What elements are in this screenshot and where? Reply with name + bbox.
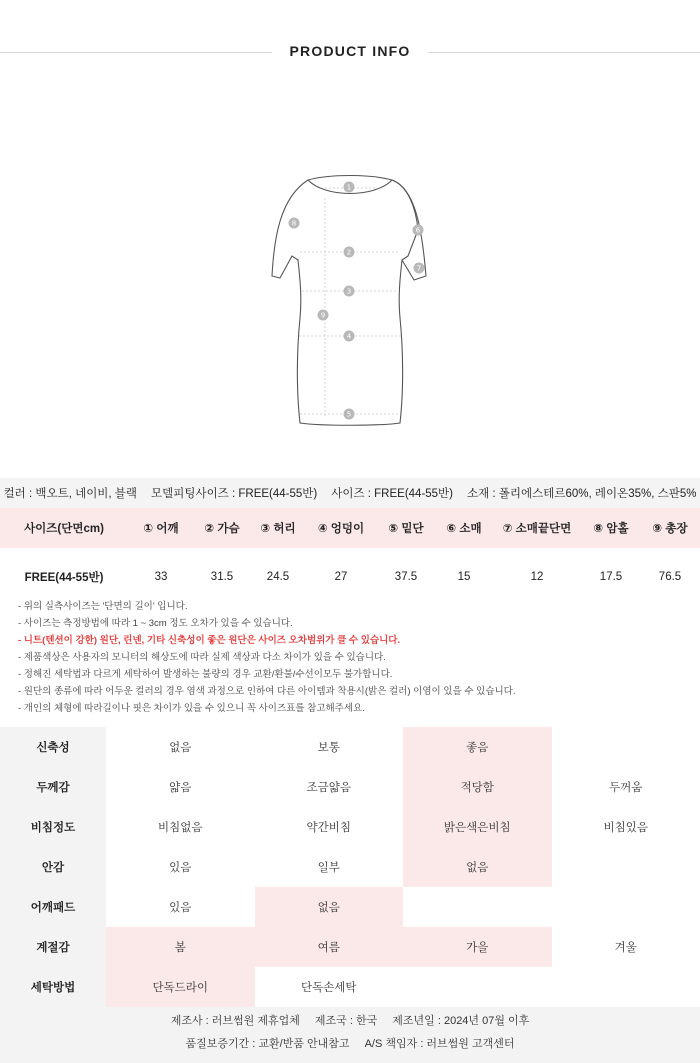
product-info-row [0,478,700,508]
attr-cell: 약간비침 [306,822,351,834]
attr-row-season [0,927,700,967]
section-title: PRODUCT INFO [289,43,411,59]
attr-row-shoulder-pad [0,887,700,927]
size-header-cell: ① 어깨 [128,508,194,548]
note-item: - 원단의 종류에 따라 어두운 컬러의 경우 염색 과정으로 인하여 다른 아이템과 착용시(밝은 컬러) 이염이 있을 수 있습니다. [18,686,516,697]
marker-label-5: 5 [346,410,352,419]
size-header-cell: ② 가슴 [194,508,250,548]
footer-line-2 [0,1030,700,1053]
attr-label: 계절감 [0,927,106,967]
attr-row-thickness [0,767,700,807]
manufacturer-footer [0,1007,700,1063]
size-header-cell: ⑤ 밑단 [376,508,436,548]
marker-label-4: 4 [346,332,352,341]
note-item: - 위의 실측사이즈는 '단면의 길이' 입니다. [18,601,188,612]
attr-cell [552,847,700,887]
attr-cell: 비침있음 [603,822,648,834]
title-divider-left [0,52,272,53]
marker-label-6: 6 [415,226,421,235]
note-item-warning: - 니트(텐션이 강한) 원단, 린넨, 기타 신축성이 좋은 원단은 사이즈 오차범위가 클 수 있습니다. [18,635,401,646]
attr-cell: 있음 [169,902,192,914]
size-cell: 15 [457,571,471,583]
note-item: - 정해진 세탁법과 다르게 세탁하여 발생하는 불량의 경우 교환/환불/수선이모두 불가합니다. [18,669,393,680]
attr-cell: 겨울 [614,942,637,954]
attr-cell [552,967,700,1007]
marker-label-2: 2 [346,248,352,257]
title-divider-right [428,52,700,53]
note-item: - 개인의 체형에 따라길이나 핏은 차이가 있을 수 있으니 꼭 사이즈표를 참고해주세요. [18,703,365,714]
size-header-cell: ⑦ 소매끝단면 [492,508,582,548]
attr-row-lining [0,847,700,887]
info-color: 컬러 : 백오트, 네이비, 블랙 [3,488,138,500]
size-cell: 24.5 [266,571,290,583]
marker-label-8: 8 [291,219,297,228]
attr-cell: 있음 [169,862,192,874]
marker-label-9: 9 [320,311,326,320]
size-header-cell: ⑨ 총장 [640,508,700,548]
size-header-cell: ⑥ 소매 [436,508,492,548]
attr-row-stretch [0,727,700,767]
size-header-cell: ④ 엉덩이 [306,508,376,548]
size-cell: 33 [154,571,168,583]
attr-cell [552,727,700,767]
attr-cell: 단독손세탁 [300,982,357,994]
attr-cell-selected: 밝은색은비침 [403,807,552,847]
attr-cell: 없음 [169,742,192,754]
attr-cell: 조금얇음 [306,782,351,794]
info-size: 사이즈 : FREE(44-55반) [331,488,453,500]
attr-label: 두께감 [0,767,106,807]
size-header-cell: ⑧ 암홀 [582,508,640,548]
footer-date: 제조년일 : 2024년 07월 이후 [392,1015,530,1027]
footer-maker: 제조사 : 러브썸원 제휴업체 [170,1015,300,1027]
size-cell: 12 [530,571,544,583]
size-header-cell: ③ 허리 [250,508,306,548]
attr-cell-selected: 여름 [255,927,404,967]
attr-label: 비침정도 [0,807,106,847]
attr-cell: 일부 [317,862,340,874]
attribute-table [0,727,700,1007]
attr-label: 어깨패드 [0,887,106,927]
attr-cell-selected: 없음 [255,887,404,927]
attr-cell-selected: 적당함 [403,767,552,807]
attr-cell-selected: 단독드라이 [106,967,255,1007]
marker-label-1: 1 [346,183,352,192]
info-model-size: 모델피팅사이즈 : FREE(44-55반) [151,488,318,500]
size-cell: FREE(44-55반) [24,572,104,584]
size-cell: 31.5 [210,571,234,583]
attr-row-washing [0,967,700,1007]
note-item: - 사이즈는 측정방법에 따라 1 ~ 3cm 정도 오차가 있을 수 있습니다. [18,618,293,629]
attr-cell [403,967,552,1007]
attr-cell: 비침없음 [158,822,203,834]
attr-cell: 보통 [317,742,340,754]
footer-country: 제조국 : 한국 [314,1015,378,1027]
size-cell: 27 [334,571,348,583]
size-cell: 76.5 [658,571,682,583]
footer-as: A/S 책임자 : 러브썸원 고객센터 [364,1038,515,1050]
section-title-row [0,40,700,66]
size-cell: 37.5 [394,571,418,583]
size-notes [18,598,688,717]
attr-label: 신축성 [0,727,106,767]
attr-cell [552,887,700,927]
attr-cell [403,887,552,927]
attr-label: 세탁방법 [0,967,106,1007]
attr-cell: 얇음 [169,782,192,794]
footer-line-1 [0,1007,700,1030]
attr-cell-selected: 없음 [403,847,552,887]
note-item: - 제품색상은 사용자의 모니터의 해상도에 따라 실제 색상과 다소 차이가 있을 수 있습니다. [18,652,386,663]
attr-cell: 두꺼움 [609,782,643,794]
size-header-cell: 사이즈(단면cm) [0,508,128,548]
dress-outline [250,168,450,433]
size-table [0,508,700,606]
attr-cell-selected: 가을 [403,927,552,967]
dress-diagram [250,168,450,433]
footer-warranty: 품질보증기간 : 교환/반품 안내참고 [185,1038,350,1050]
size-cell: 17.5 [599,571,623,583]
attr-cell-selected: 봄 [106,927,255,967]
info-material: 소재 : 폴리에스테르60%, 레이온35%, 스판5% [467,488,697,500]
attr-cell-selected: 좋음 [403,727,552,767]
attr-label: 안감 [0,847,106,887]
marker-label-7: 7 [416,264,422,273]
attr-row-transparency [0,807,700,847]
size-table-header [0,508,700,548]
marker-label-3: 3 [346,287,352,296]
